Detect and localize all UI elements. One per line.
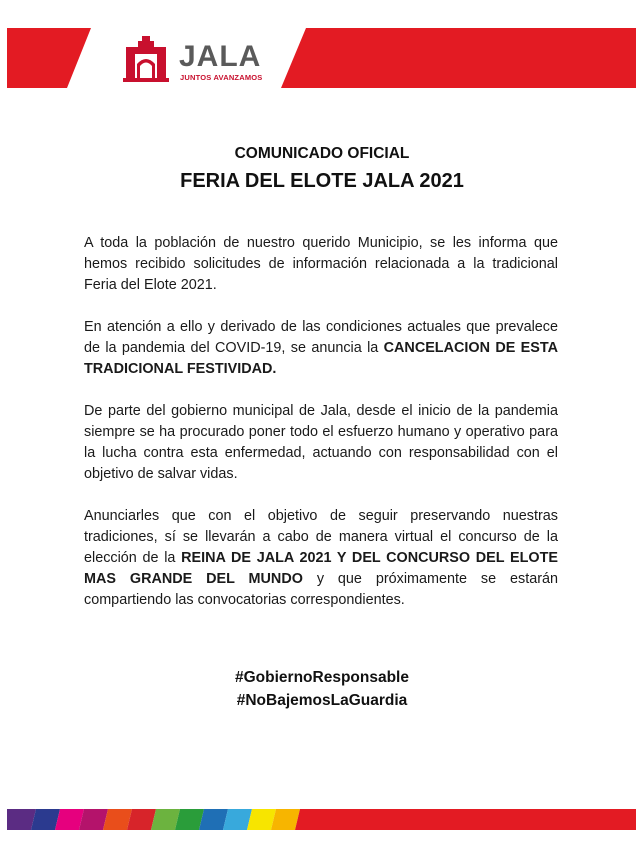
document-heading: COMUNICADO OFICIAL <box>234 145 410 162</box>
paragraph-3 <box>84 401 558 485</box>
stripe-segment <box>247 809 276 830</box>
document-body <box>84 233 558 632</box>
building-arch-icon <box>123 36 169 82</box>
stripe-segment <box>295 809 636 830</box>
paragraph-text: Anunciarles que con el objetivo de seguir preservando nuestras tradiciones, sí se llevarán a cabo de manera virtual el concurso de la elección de la <box>84 508 558 566</box>
stripe-segment <box>223 809 252 830</box>
stripe-segment <box>103 809 132 830</box>
paragraph-bold-text: REINA DE JALA 2021 Y DEL CONCURSO DEL ELOTE MAS GRANDE DEL MUNDO <box>84 550 558 587</box>
stripe-segment <box>271 809 300 830</box>
document-title: FERIA DEL ELOTE JALA 2021 <box>180 170 464 192</box>
stripe-segment <box>79 809 108 830</box>
jala-logo <box>117 34 287 84</box>
paragraph-text: En atención a ello y derivado de las condiciones actuales que prevalece de la pandemia del COVID-19, se anuncia la <box>84 319 558 356</box>
stripe-segment <box>175 809 204 830</box>
stripe-segment <box>199 809 228 830</box>
stripe-segment <box>151 809 180 830</box>
stripe-segment <box>127 809 156 830</box>
hashtag-block <box>0 666 644 712</box>
logo-tagline: JUNTOS AVANZAMOS <box>180 73 263 82</box>
stripe-segment <box>31 809 60 830</box>
hashtag-2: #NoBajemosLaGuardia <box>236 692 408 709</box>
header-banner <box>7 28 636 88</box>
logo-wordmark: JALA <box>179 40 262 73</box>
stripe-segment <box>7 809 36 830</box>
stripe-segment <box>55 809 84 830</box>
paragraph-bold-text: CANCELACION DE ESTA TRADICIONAL FESTIVIDAD. <box>84 340 558 377</box>
hashtag-1: #GobiernoResponsable <box>235 669 409 686</box>
paragraph-text: De parte del gobierno municipal de Jala, desde el inicio de la pandemia siempre se ha procurado poner todo el esfuerzo humano y operativo para la lucha contra esta enfermedad, actuando con responsabilidad con el objetivo de salvar vidas. <box>84 403 558 482</box>
paragraph-4 <box>84 506 558 611</box>
paragraph-text: A toda la población de nuestro querido Municipio, se les informa que hemos recibido solicitudes de información relacionada a la tradicional Feria del Elote 2021. <box>84 235 558 293</box>
stripe-graphic <box>7 809 636 830</box>
banner-background <box>7 28 636 88</box>
paragraph-2 <box>84 317 558 380</box>
paragraph-text: y que próximamente se estarán compartiendo las convocatorias correspondientes. <box>84 571 558 608</box>
footer-color-stripe <box>7 809 636 830</box>
paragraph-1 <box>84 233 558 296</box>
